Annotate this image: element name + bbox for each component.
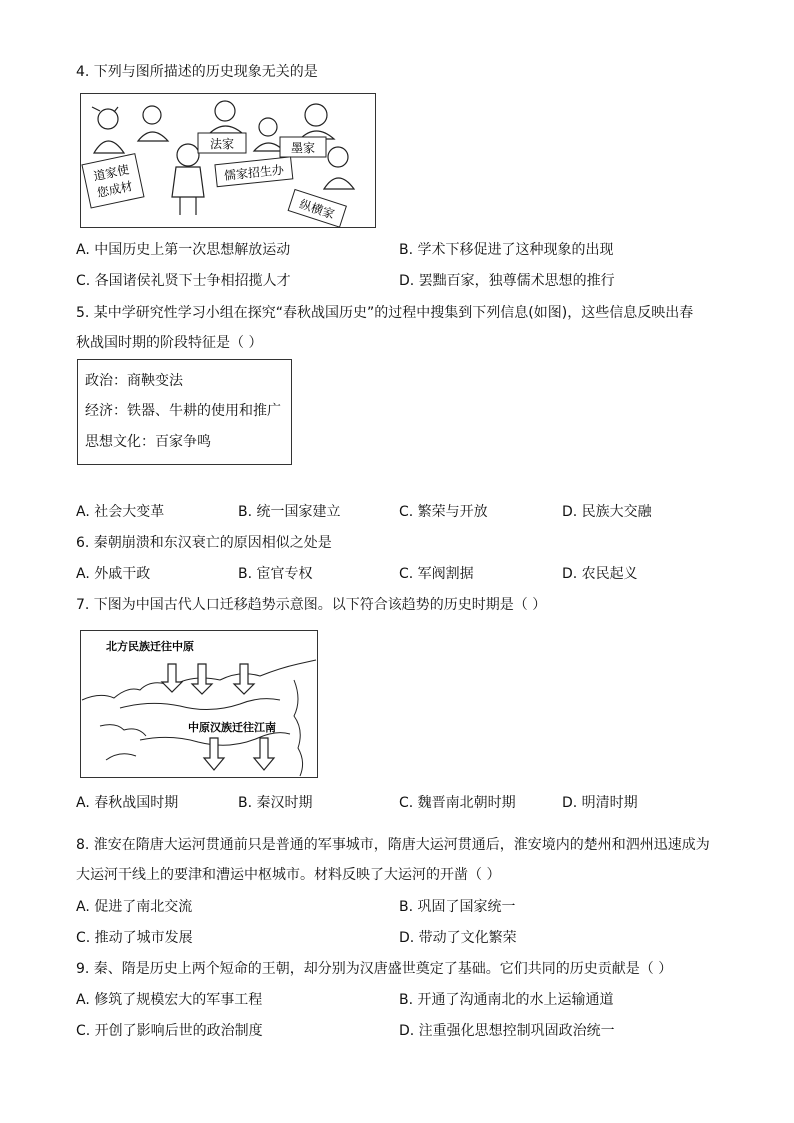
q5-box-line3: 思想文化：百家争鸣 <box>85 434 211 450</box>
q7-option-c: C. 魏晋南北朝时期 <box>399 795 516 811</box>
q8-stem-line1: 8. 淮安在隋唐大运河贯通前只是普通的军事城市，隋唐大运河贯通后，淮安境内的楚州和泗州迅速成为 <box>76 837 710 853</box>
q9-option-b: B. 开通了沟通南北的水上运输通道 <box>399 992 614 1008</box>
q4-option-c: C. 各国诸侯礼贤下士争相招揽人才 <box>76 273 291 289</box>
q5-box-line1: 政治：商鞅变法 <box>85 373 183 389</box>
map-label-north: 北方民族迁往中原 <box>106 640 194 653</box>
q5-info-box <box>77 359 292 465</box>
sign-fajia <box>198 133 246 153</box>
q9-option-a: A. 修筑了规模宏大的军事工程 <box>76 992 263 1008</box>
q6-option-c: C. 军阀割据 <box>399 566 474 582</box>
q5-stem-line2: 秋战国时期的阶段特征是（ ） <box>76 335 263 351</box>
q5-box-line2: 经济：铁器、牛耕的使用和推广 <box>85 403 281 419</box>
q4-option-a: A. 中国历史上第一次思想解放运动 <box>76 242 291 258</box>
q5-option-c: C. 繁荣与开放 <box>399 504 488 520</box>
q9-option-c: C. 开创了影响后世的政治制度 <box>76 1023 263 1039</box>
q4-stem: 4. 下列与图所描述的历史现象无关的是 <box>76 64 318 80</box>
svg-text:您成材: 您成材 <box>95 179 134 201</box>
q4-option-d: D. 罢黜百家，独尊儒术思想的推行 <box>399 273 615 289</box>
q5-option-a: A. 社会大变革 <box>76 504 165 520</box>
q6-option-a: A. 外戚干政 <box>76 566 151 582</box>
svg-text:墨家: 墨家 <box>290 141 316 155</box>
q6-option-d: D. 农民起义 <box>562 566 638 582</box>
q7-migration-map <box>80 630 318 778</box>
svg-text:纵横家: 纵横家 <box>297 197 337 222</box>
q6-option-b: B. 宦官专权 <box>238 566 313 582</box>
q8-option-c: C. 推动了城市发展 <box>76 930 193 946</box>
q7-stem: 7. 下图为中国古代人口迁移趋势示意图。以下符合该趋势的历史时期是（ ） <box>76 597 547 613</box>
q8-option-a: A. 促进了南北交流 <box>76 899 193 915</box>
q8-option-b: B. 巩固了国家统一 <box>399 899 516 915</box>
q6-stem: 6. 秦朝崩溃和东汉衰亡的原因相似之处是 <box>76 535 332 551</box>
q9-stem: 9. 秦、隋是历史上两个短命的王朝，却分别为汉唐盛世奠定了基础。它们共同的历史贡献是（ ） <box>76 961 673 977</box>
q7-option-b: B. 秦汉时期 <box>238 795 313 811</box>
q4-option-b: B. 学术下移促进了这种现象的出现 <box>399 242 614 258</box>
q8-stem-line2: 大运河干线上的要津和漕运中枢城市。材料反映了大运河的开凿（ ） <box>76 867 501 883</box>
sign-mojia <box>280 137 326 157</box>
svg-text:儒家招生办: 儒家招生办 <box>223 162 285 183</box>
q5-stem-line1: 5. 某中学研究性学习小组在探究“春秋战国历史”的过程中搜集到下列信息(如图)，这些信息反映出春 <box>76 305 694 321</box>
map-label-south: 中原汉族迁往江南 <box>188 721 276 734</box>
q4-figure <box>80 93 376 228</box>
q8-option-d: D. 带动了文化繁荣 <box>399 930 517 946</box>
svg-text:法家: 法家 <box>209 137 235 151</box>
q7-option-a: A. 春秋战国时期 <box>76 795 179 811</box>
q9-option-d: D. 注重强化思想控制巩固政治统一 <box>399 1023 615 1039</box>
q5-option-d: D. 民族大交融 <box>562 504 652 520</box>
svg-text:道家使: 道家使 <box>92 162 131 184</box>
q5-option-b: B. 统一国家建立 <box>238 504 341 520</box>
q7-option-d: D. 明清时期 <box>562 795 638 811</box>
